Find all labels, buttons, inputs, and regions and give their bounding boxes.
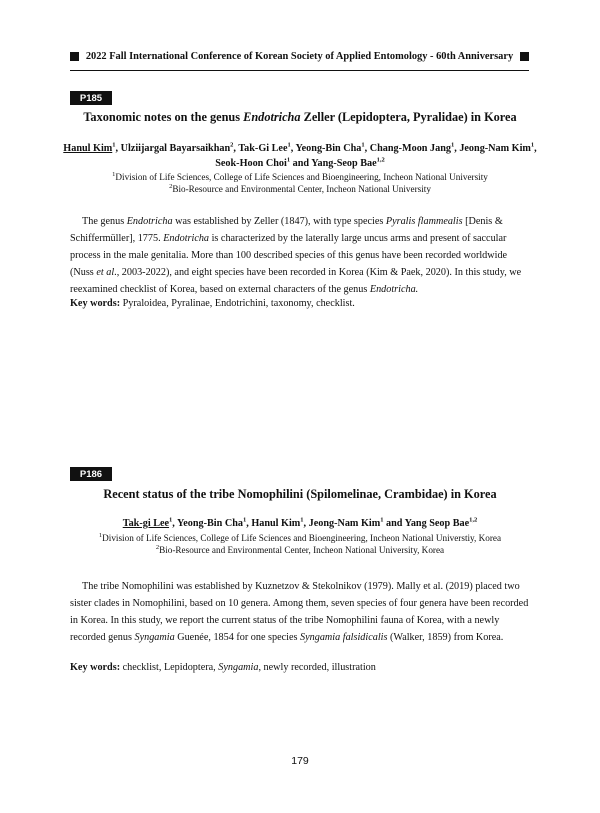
running-header (70, 51, 529, 62)
abstract-title: Taxonomic notes on the genus Endotricha Zeller (Lepidoptera, Pyralidae) in Korea (83, 110, 517, 124)
author: Hanul Kim (251, 518, 301, 529)
author: Yang-Seop Bae (311, 158, 377, 169)
conference-title: 2022 Fall International Conference of Korean Society of Applied Entomology - 60th Anniversary (85, 51, 514, 62)
author: Tak-Gi Lee (238, 143, 288, 154)
affiliations: $^1$Division of Life Sciences, College of Life Sciences and Bioengineering, Incheon National University $^2$Bio-Resource and Environmental Center, Incheon National University (112, 170, 488, 194)
keywords: Key words: Pyraloidea, Pyralinae, Endotrichini, taxonomy, checklist. (70, 298, 355, 309)
page-number: 179 (291, 755, 309, 767)
author: Yang Seop Bae (404, 518, 470, 529)
author: Ulziijargal Bayarsaikhan (120, 143, 231, 154)
square-bullet-icon (520, 52, 529, 61)
author: Seok-Hoon Choi (215, 158, 287, 169)
affiliations: $^1$Division of Life Sciences, College of Life Sciences and Bioengineering, Incheon National Universtiy, Korea $^2$Bio-Resource and Environmental Center, Incheon National University, Korea (98, 531, 502, 555)
author-list: Hanul Kim$^1$, Ulziijargal Bayarsaikhan$^2$, Tak-Gi Lee$^1$, Yeong-Bin Cha$^1$, Chang-Moon Jang$^1$, Jeong-Nam Kim$^1$, Seok-Hoon Choi$^1$ and Yang-Seop Bae$^{1,2}$ (63, 141, 537, 169)
poster-id-badge: P186 (70, 467, 112, 481)
keywords: Key words: checklist, Lepidoptera, Syngamia, newly recorded, illustration (70, 662, 376, 673)
presenting-author: Hanul Kim (63, 143, 113, 154)
square-bullet-icon (70, 52, 79, 61)
author: Yeong-Bin Cha (295, 143, 362, 154)
author: Chang-Moon Jang (369, 143, 451, 154)
author-list: Tak-gi Lee$^1$, Yeong-Bin Cha$^1$, Hanul Kim$^1$, Jeong-Nam Kim$^1$ and Yang Seop Bae$^{1,2}$ (122, 516, 478, 529)
presenting-author: Tak-gi Lee (122, 518, 170, 529)
abstract-body: The tribe Nomophilini was established by Kuznetzov & Stekolnikov (1979). Mally et al. (2019) placed two sister clades in Nomophilini, based on 10 genera. Among them, seven species of four genera have been recorded in Korea. In this study, we report the current status of the tribe Nomophilini fauna of Korea, with a newly recorded genus Syngamia Guenée, 1854 for one species Syngamia falsidicalis (Walker, 1859) from Korea. (70, 581, 529, 643)
author: Jeong-Nam Kim (459, 143, 531, 154)
header-rule (70, 70, 529, 71)
author: Jeong-Nam Kim (308, 518, 381, 529)
abstract-title: Recent status of the tribe Nomophilini (Spilomelinae, Crambidae) in Korea (103, 487, 497, 501)
abstract-body: The genus Endotricha was established by Zeller (1847), with type species Pyralis flammealis [Denis & Schiffermüller], 1775. Endotricha is characterized by the laterally large uncus arms and present of saccular process in the male genitalia. More than 100 described species of this genus have been recorded worldwide (Nuss et al., 2003-2022), and eight species have been recorded in Korea (Kim & Paek, 2020). In this study, we reexamined checklist of Korea, based on external characters of the genus Endotricha. (70, 216, 522, 295)
author: Yeong-Bin Cha (177, 518, 243, 529)
poster-id-badge: P185 (70, 91, 112, 105)
